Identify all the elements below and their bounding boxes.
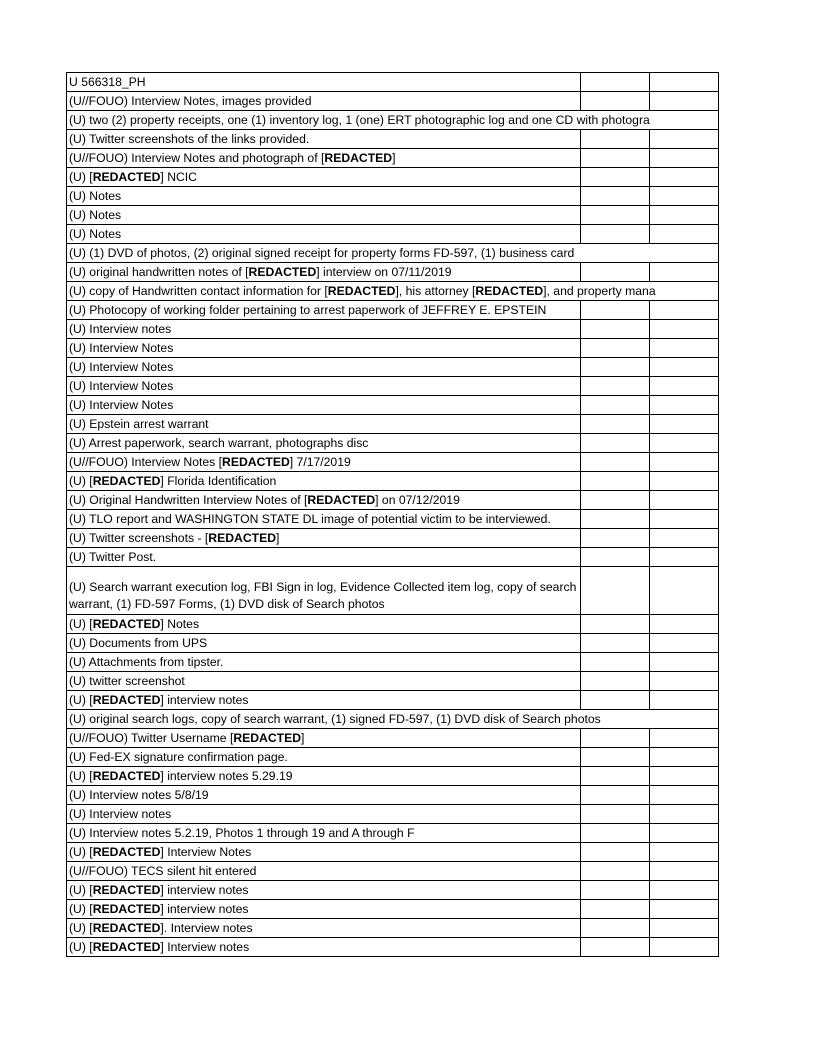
item-description-cell xyxy=(67,710,719,729)
text-segment: (U) original search logs, copy of search warrant, (1) signed FD-597, (1) DVD disk of Search photos xyxy=(69,712,601,726)
text-segment: (U) [ xyxy=(69,883,93,897)
empty-cell xyxy=(581,672,650,691)
item-description-cell xyxy=(67,748,581,767)
empty-cell xyxy=(581,320,650,339)
text-segment: (U) TLO report and WASHINGTON STATE DL image of potential victim to be interviewed. xyxy=(69,512,551,526)
empty-cell xyxy=(650,843,719,862)
text-segment: (U) Attachments from tipster. xyxy=(69,655,224,669)
item-description-cell xyxy=(67,881,581,900)
text-segment: ] Notes xyxy=(160,617,200,631)
table-row xyxy=(67,301,719,320)
redacted-label: REDACTED xyxy=(327,284,396,298)
redacted-label: REDACTED xyxy=(324,151,393,165)
table-row xyxy=(67,529,719,548)
table-row xyxy=(67,919,719,938)
item-description-cell xyxy=(67,453,581,472)
empty-cell xyxy=(650,320,719,339)
text-segment: (U) Fed-EX signature confirmation page. xyxy=(69,750,288,764)
item-description-cell xyxy=(67,691,581,710)
empty-cell xyxy=(650,729,719,748)
empty-cell xyxy=(650,900,719,919)
empty-cell xyxy=(650,672,719,691)
empty-cell xyxy=(650,187,719,206)
empty-cell xyxy=(581,225,650,244)
item-description-cell xyxy=(67,843,581,862)
empty-cell xyxy=(581,748,650,767)
text-segment: ] Interview notes xyxy=(160,940,250,954)
item-description-cell xyxy=(67,615,581,634)
empty-cell xyxy=(581,206,650,225)
table-row xyxy=(67,510,719,529)
table-row xyxy=(67,938,719,957)
empty-cell xyxy=(581,767,650,786)
item-description-cell xyxy=(67,491,581,510)
table-row xyxy=(67,634,719,653)
empty-cell xyxy=(581,862,650,881)
redacted-label: REDACTED xyxy=(92,921,161,935)
text-segment: (U) [ xyxy=(69,902,93,916)
empty-cell xyxy=(581,149,650,168)
empty-cell xyxy=(581,548,650,567)
item-description-cell xyxy=(67,263,581,282)
empty-cell xyxy=(650,339,719,358)
item-description-cell xyxy=(67,187,581,206)
empty-cell xyxy=(581,786,650,805)
table-row xyxy=(67,805,719,824)
item-description-cell xyxy=(67,92,581,111)
empty-cell xyxy=(650,301,719,320)
item-description-cell xyxy=(67,567,581,615)
text-segment: (U) Twitter screenshots of the links provided. xyxy=(69,132,310,146)
empty-cell xyxy=(650,881,719,900)
table-row xyxy=(67,843,719,862)
empty-cell xyxy=(650,149,719,168)
item-description-cell xyxy=(67,301,581,320)
empty-cell xyxy=(650,206,719,225)
text-segment: (U) [ xyxy=(69,845,93,859)
empty-cell xyxy=(650,767,719,786)
item-description-cell xyxy=(67,919,581,938)
table-row xyxy=(67,149,719,168)
empty-cell xyxy=(650,786,719,805)
text-segment: (U) Arrest paperwork, search warrant, photographs disc xyxy=(69,436,369,450)
redacted-label: REDACTED xyxy=(92,845,161,859)
text-segment: (U) Documents from UPS xyxy=(69,636,208,650)
empty-cell xyxy=(581,453,650,472)
table-row xyxy=(67,377,719,396)
table-row xyxy=(67,263,719,282)
text-segment: (U) Interview notes xyxy=(69,322,172,336)
table-row xyxy=(67,786,719,805)
empty-cell xyxy=(650,615,719,634)
table-row xyxy=(67,434,719,453)
empty-cell xyxy=(650,358,719,377)
table-row xyxy=(67,396,719,415)
text-segment: (U) twitter screenshot xyxy=(69,674,185,688)
redacted-label: REDACTED xyxy=(208,531,277,545)
table-row xyxy=(67,653,719,672)
table-row xyxy=(67,710,719,729)
empty-cell xyxy=(581,567,650,615)
table-row xyxy=(67,187,719,206)
item-description-cell xyxy=(67,634,581,653)
empty-cell xyxy=(650,377,719,396)
redacted-label: REDACTED xyxy=(92,617,161,631)
table-row xyxy=(67,472,719,491)
table-row xyxy=(67,130,719,149)
empty-cell xyxy=(581,415,650,434)
text-segment: (U) [ xyxy=(69,474,93,488)
empty-cell xyxy=(650,805,719,824)
empty-cell xyxy=(650,453,719,472)
text-segment: (U) [ xyxy=(69,170,93,184)
empty-cell xyxy=(581,729,650,748)
empty-cell xyxy=(581,491,650,510)
item-description-cell xyxy=(67,396,581,415)
item-description-cell xyxy=(67,767,581,786)
text-segment: ] xyxy=(276,531,280,545)
redacted-label: REDACTED xyxy=(92,883,161,897)
empty-cell xyxy=(650,168,719,187)
item-description-cell xyxy=(67,938,581,957)
empty-cell xyxy=(650,225,719,244)
redacted-label: REDACTED xyxy=(233,731,302,745)
empty-cell xyxy=(581,92,650,111)
text-segment: (U) [ xyxy=(69,617,93,631)
table-row xyxy=(67,900,719,919)
text-segment: ] Florida Identification xyxy=(160,474,277,488)
text-segment: (U) Interview Notes xyxy=(69,398,174,412)
empty-cell xyxy=(581,938,650,957)
item-description-cell xyxy=(67,377,581,396)
text-segment: (U) original handwritten notes of [ xyxy=(69,265,249,279)
item-description-cell xyxy=(67,339,581,358)
text-segment: (U) [ xyxy=(69,940,93,954)
item-description-cell xyxy=(67,548,581,567)
text-segment: (U) Interview notes 5.2.19, Photos 1 through 19 and A through F xyxy=(69,826,415,840)
text-segment: (U) Interview notes 5/8/19 xyxy=(69,788,209,802)
empty-cell xyxy=(581,339,650,358)
empty-cell xyxy=(581,263,650,282)
text-segment: (U) Interview Notes xyxy=(69,379,174,393)
empty-cell xyxy=(581,919,650,938)
table-row xyxy=(67,225,719,244)
item-description-cell xyxy=(67,320,581,339)
table-row xyxy=(67,881,719,900)
redacted-label: REDACTED xyxy=(92,940,161,954)
text-segment: (U) Photocopy of working folder pertaining to arrest paperwork of JEFFREY E. EPSTEIN xyxy=(69,303,547,317)
item-description-cell xyxy=(67,358,581,377)
text-segment: (U) [ xyxy=(69,769,93,783)
empty-cell xyxy=(581,301,650,320)
table-row xyxy=(67,73,719,92)
item-description-cell xyxy=(67,862,581,881)
text-segment: ], his attorney [ xyxy=(395,284,476,298)
table-row xyxy=(67,244,719,263)
table-row xyxy=(67,320,719,339)
text-segment: ] interview notes 5.29.19 xyxy=(160,769,293,783)
text-segment: ] interview notes xyxy=(160,883,249,897)
table-row xyxy=(67,548,719,567)
empty-cell xyxy=(581,358,650,377)
text-segment: (U) [ xyxy=(69,693,93,707)
text-segment: ] NCIC xyxy=(160,170,197,184)
text-segment: (U) copy of Handwritten contact information for [ xyxy=(69,284,328,298)
table-row xyxy=(67,282,719,301)
evidence-table-body xyxy=(67,73,719,957)
redacted-label: REDACTED xyxy=(307,493,376,507)
text-segment: ] interview notes xyxy=(160,902,249,916)
text-segment: ] xyxy=(392,151,396,165)
text-segment: (U//FOUO) Interview Notes [ xyxy=(69,455,223,469)
empty-cell xyxy=(650,548,719,567)
text-segment: (U) Epstein arrest warrant xyxy=(69,417,209,431)
empty-cell xyxy=(581,691,650,710)
empty-cell xyxy=(581,168,650,187)
empty-cell xyxy=(650,92,719,111)
text-segment: ]. Interview notes xyxy=(160,921,253,935)
item-description-cell xyxy=(67,805,581,824)
empty-cell xyxy=(650,691,719,710)
text-segment: ] on 07/12/2019 xyxy=(375,493,460,507)
text-segment: (U) Notes xyxy=(69,189,122,203)
empty-cell xyxy=(650,748,719,767)
text-segment: (U//FOUO) TECS silent hit entered xyxy=(69,864,257,878)
table-row xyxy=(67,415,719,434)
empty-cell xyxy=(581,130,650,149)
empty-cell xyxy=(581,73,650,92)
table-row xyxy=(67,92,719,111)
empty-cell xyxy=(581,529,650,548)
item-description-cell xyxy=(67,168,581,187)
empty-cell xyxy=(650,510,719,529)
text-segment: (U//FOUO) Interview Notes, images provided xyxy=(69,94,312,108)
text-segment: (U) Twitter screenshots - [ xyxy=(69,531,209,545)
empty-cell xyxy=(581,805,650,824)
table-row xyxy=(67,339,719,358)
empty-cell xyxy=(581,653,650,672)
text-segment: (U) (1) DVD of photos, (2) original signed receipt for property forms FD-597, (1) business card xyxy=(69,246,575,260)
empty-cell xyxy=(581,434,650,453)
item-description-cell xyxy=(67,729,581,748)
item-description-cell xyxy=(67,130,581,149)
empty-cell xyxy=(650,472,719,491)
item-description-cell xyxy=(67,434,581,453)
table-row xyxy=(67,358,719,377)
item-description-cell xyxy=(67,244,719,263)
table-row xyxy=(67,824,719,843)
table-row xyxy=(67,672,719,691)
empty-cell xyxy=(650,529,719,548)
text-segment: (U) Search warrant execution log, FBI Sign in log, Evidence Collected item log, copy of search warrant, (1) FD-597 Forms, (1) DVD disk of Search photos xyxy=(69,580,577,611)
redacted-label: REDACTED xyxy=(92,769,161,783)
table-row xyxy=(67,168,719,187)
empty-cell xyxy=(581,615,650,634)
text-segment: (U) [ xyxy=(69,921,93,935)
item-description-cell xyxy=(67,672,581,691)
empty-cell xyxy=(581,843,650,862)
empty-cell xyxy=(650,73,719,92)
empty-cell xyxy=(650,824,719,843)
table-row xyxy=(67,767,719,786)
evidence-table xyxy=(66,72,719,957)
empty-cell xyxy=(650,396,719,415)
table-row xyxy=(67,729,719,748)
empty-cell xyxy=(650,434,719,453)
item-description-cell xyxy=(67,900,581,919)
text-segment: ] xyxy=(301,731,305,745)
empty-cell xyxy=(581,824,650,843)
empty-cell xyxy=(581,510,650,529)
item-description-cell xyxy=(67,111,719,130)
table-row xyxy=(67,615,719,634)
text-segment: ] interview notes xyxy=(160,693,249,707)
empty-cell xyxy=(650,634,719,653)
item-description-cell xyxy=(67,529,581,548)
table-row xyxy=(67,111,719,130)
text-segment: ] interview on 07/11/2019 xyxy=(316,265,452,279)
empty-cell xyxy=(581,634,650,653)
redacted-label: REDACTED xyxy=(92,693,161,707)
empty-cell xyxy=(581,187,650,206)
table-row xyxy=(67,491,719,510)
empty-cell xyxy=(650,415,719,434)
item-description-cell xyxy=(67,653,581,672)
table-row xyxy=(67,691,719,710)
text-segment: (U) two (2) property receipts, one (1) inventory log, 1 (one) ERT photographic log and one CD with photogra xyxy=(69,113,650,127)
text-segment: (U//FOUO) Twitter Username [ xyxy=(69,731,234,745)
table-row xyxy=(67,567,719,615)
text-segment: (U//FOUO) Interview Notes and photograph of xyxy=(69,151,321,165)
empty-cell xyxy=(581,472,650,491)
item-description-cell xyxy=(67,206,581,225)
text-segment: ] 7/17/2019 xyxy=(289,455,351,469)
item-description-cell xyxy=(67,472,581,491)
text-segment: ], and property mana xyxy=(543,284,656,298)
text-segment: U 566318_PH xyxy=(69,75,146,89)
empty-cell xyxy=(581,377,650,396)
text-segment: ] Interview Notes xyxy=(160,845,252,859)
empty-cell xyxy=(650,653,719,672)
redacted-label: REDACTED xyxy=(92,474,161,488)
empty-cell xyxy=(650,130,719,149)
empty-cell xyxy=(581,881,650,900)
text-segment: [ xyxy=(321,151,325,165)
empty-cell xyxy=(650,862,719,881)
text-segment: (U) Interview Notes xyxy=(69,360,174,374)
item-description-cell xyxy=(67,824,581,843)
redacted-label: REDACTED xyxy=(92,902,161,916)
empty-cell xyxy=(650,919,719,938)
table-row xyxy=(67,453,719,472)
text-segment: (U) Original Handwritten Interview Notes of [ xyxy=(69,493,308,507)
text-segment: (U) Interview notes xyxy=(69,807,172,821)
redacted-label: REDACTED xyxy=(222,455,290,469)
item-description-cell xyxy=(67,786,581,805)
item-description-cell xyxy=(67,510,581,529)
item-description-cell xyxy=(67,415,581,434)
empty-cell xyxy=(650,263,719,282)
redacted-label: REDACTED xyxy=(248,265,317,279)
table-row xyxy=(67,748,719,767)
text-segment: (U) Twitter Post. xyxy=(69,550,157,564)
item-description-cell xyxy=(67,282,719,301)
empty-cell xyxy=(581,396,650,415)
redacted-label: REDACTED xyxy=(475,284,544,298)
redacted-label: REDACTED xyxy=(92,170,161,184)
text-segment: (U) Interview Notes xyxy=(69,341,174,355)
empty-cell xyxy=(581,900,650,919)
table-row xyxy=(67,206,719,225)
item-description-cell xyxy=(67,225,581,244)
item-description-cell xyxy=(67,73,581,92)
table-row xyxy=(67,862,719,881)
text-segment: (U) Notes xyxy=(69,208,122,222)
empty-cell xyxy=(650,491,719,510)
empty-cell xyxy=(650,567,719,615)
text-segment: (U) Notes xyxy=(69,227,122,241)
empty-cell xyxy=(650,938,719,957)
item-description-cell xyxy=(67,149,581,168)
